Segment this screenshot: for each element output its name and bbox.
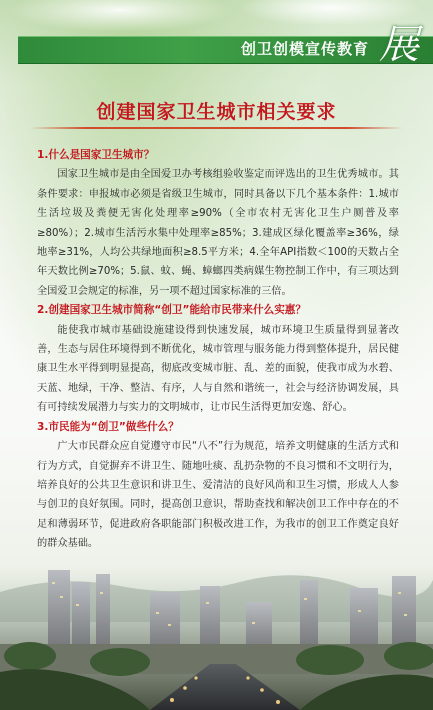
section-body-2: 能使我市城市基础设施建设得到快速发展，城市环境卫生质量得到显著改善，生态与居住环境得到不断优化，城市管理与服务能力得到整体提升，居民健康卫生水平得到明显提高，彻底改变城市脏、乱、差的面貌，使我市成为水碧、天蓝、地绿，干净、整洁、有序，人与自然和谐统一，社会与经济协调发展，具有可持续发展潜力与实力的文明城市，让市民生活得更加安逸、舒心。 [37, 324, 399, 414]
page-title: 创建国家卫生城市相关要求 [96, 101, 337, 123]
title-divider [30, 127, 403, 129]
section-body-1: 国家卫生城市是由全国爱卫办考核组验收鉴定而评选出的卫生优秀城市。其条件要求：申报城市必须是省级卫生城市，同时具备以下几个基本条件：1.城市生活垃圾及粪便无害化处理率≥90%（全市农村无害化卫生户厕普及率≥80%）；2.城市生活污水集中处理率≥85%；3.建成区绿化覆盖率≥36%，绿地率≥31%，人均公共绿地面积≥8.5平方米；4.全年API指数＜100的天数占全年天数比例≥70%；5.鼠、蚊、蝇、蟑螂四类病媒生物控制工作中，有三项达到全国爱卫会规定的标准，另一项不超过国家标准的三倍。 [37, 169, 399, 297]
content-body [37, 146, 399, 554]
city-skyline-photo [0, 552, 433, 710]
section-body-3: 广大市民群众应自觉遵守市民“八不”行为规范，培养文明健康的生活方式和行为方式，自觉摒弃不讲卫生、随地吐痰、乱扔杂物的不良习惯和不文明行为，培养良好的公共卫生意识和讲卫生、爱清洁的良好风尚和卫生习惯，形成人人参与创卫的良好氛围。同时，提高创卫意识，帮助查找和解决创卫工作中存在的不足和薄弱环节，促进政府各职能部门积极改进工作，为我市的创卫工作奠定良好的群众基础。 [37, 441, 399, 550]
section-question-1: 1.什么是国家卫生城市？ [37, 149, 155, 161]
banner-glyph: 展 [379, 22, 419, 68]
banner-title: 创卫创模宣传教育 [240, 40, 369, 58]
header-banner [18, 36, 433, 64]
section-question-2: 2.创建国家卫生城市简称“创卫”能给市民带来什么实惠？ [37, 304, 306, 317]
sky-decoration [0, 0, 433, 36]
section-question-3: 3.市民能为“创卫”做些什么？ [37, 420, 179, 433]
